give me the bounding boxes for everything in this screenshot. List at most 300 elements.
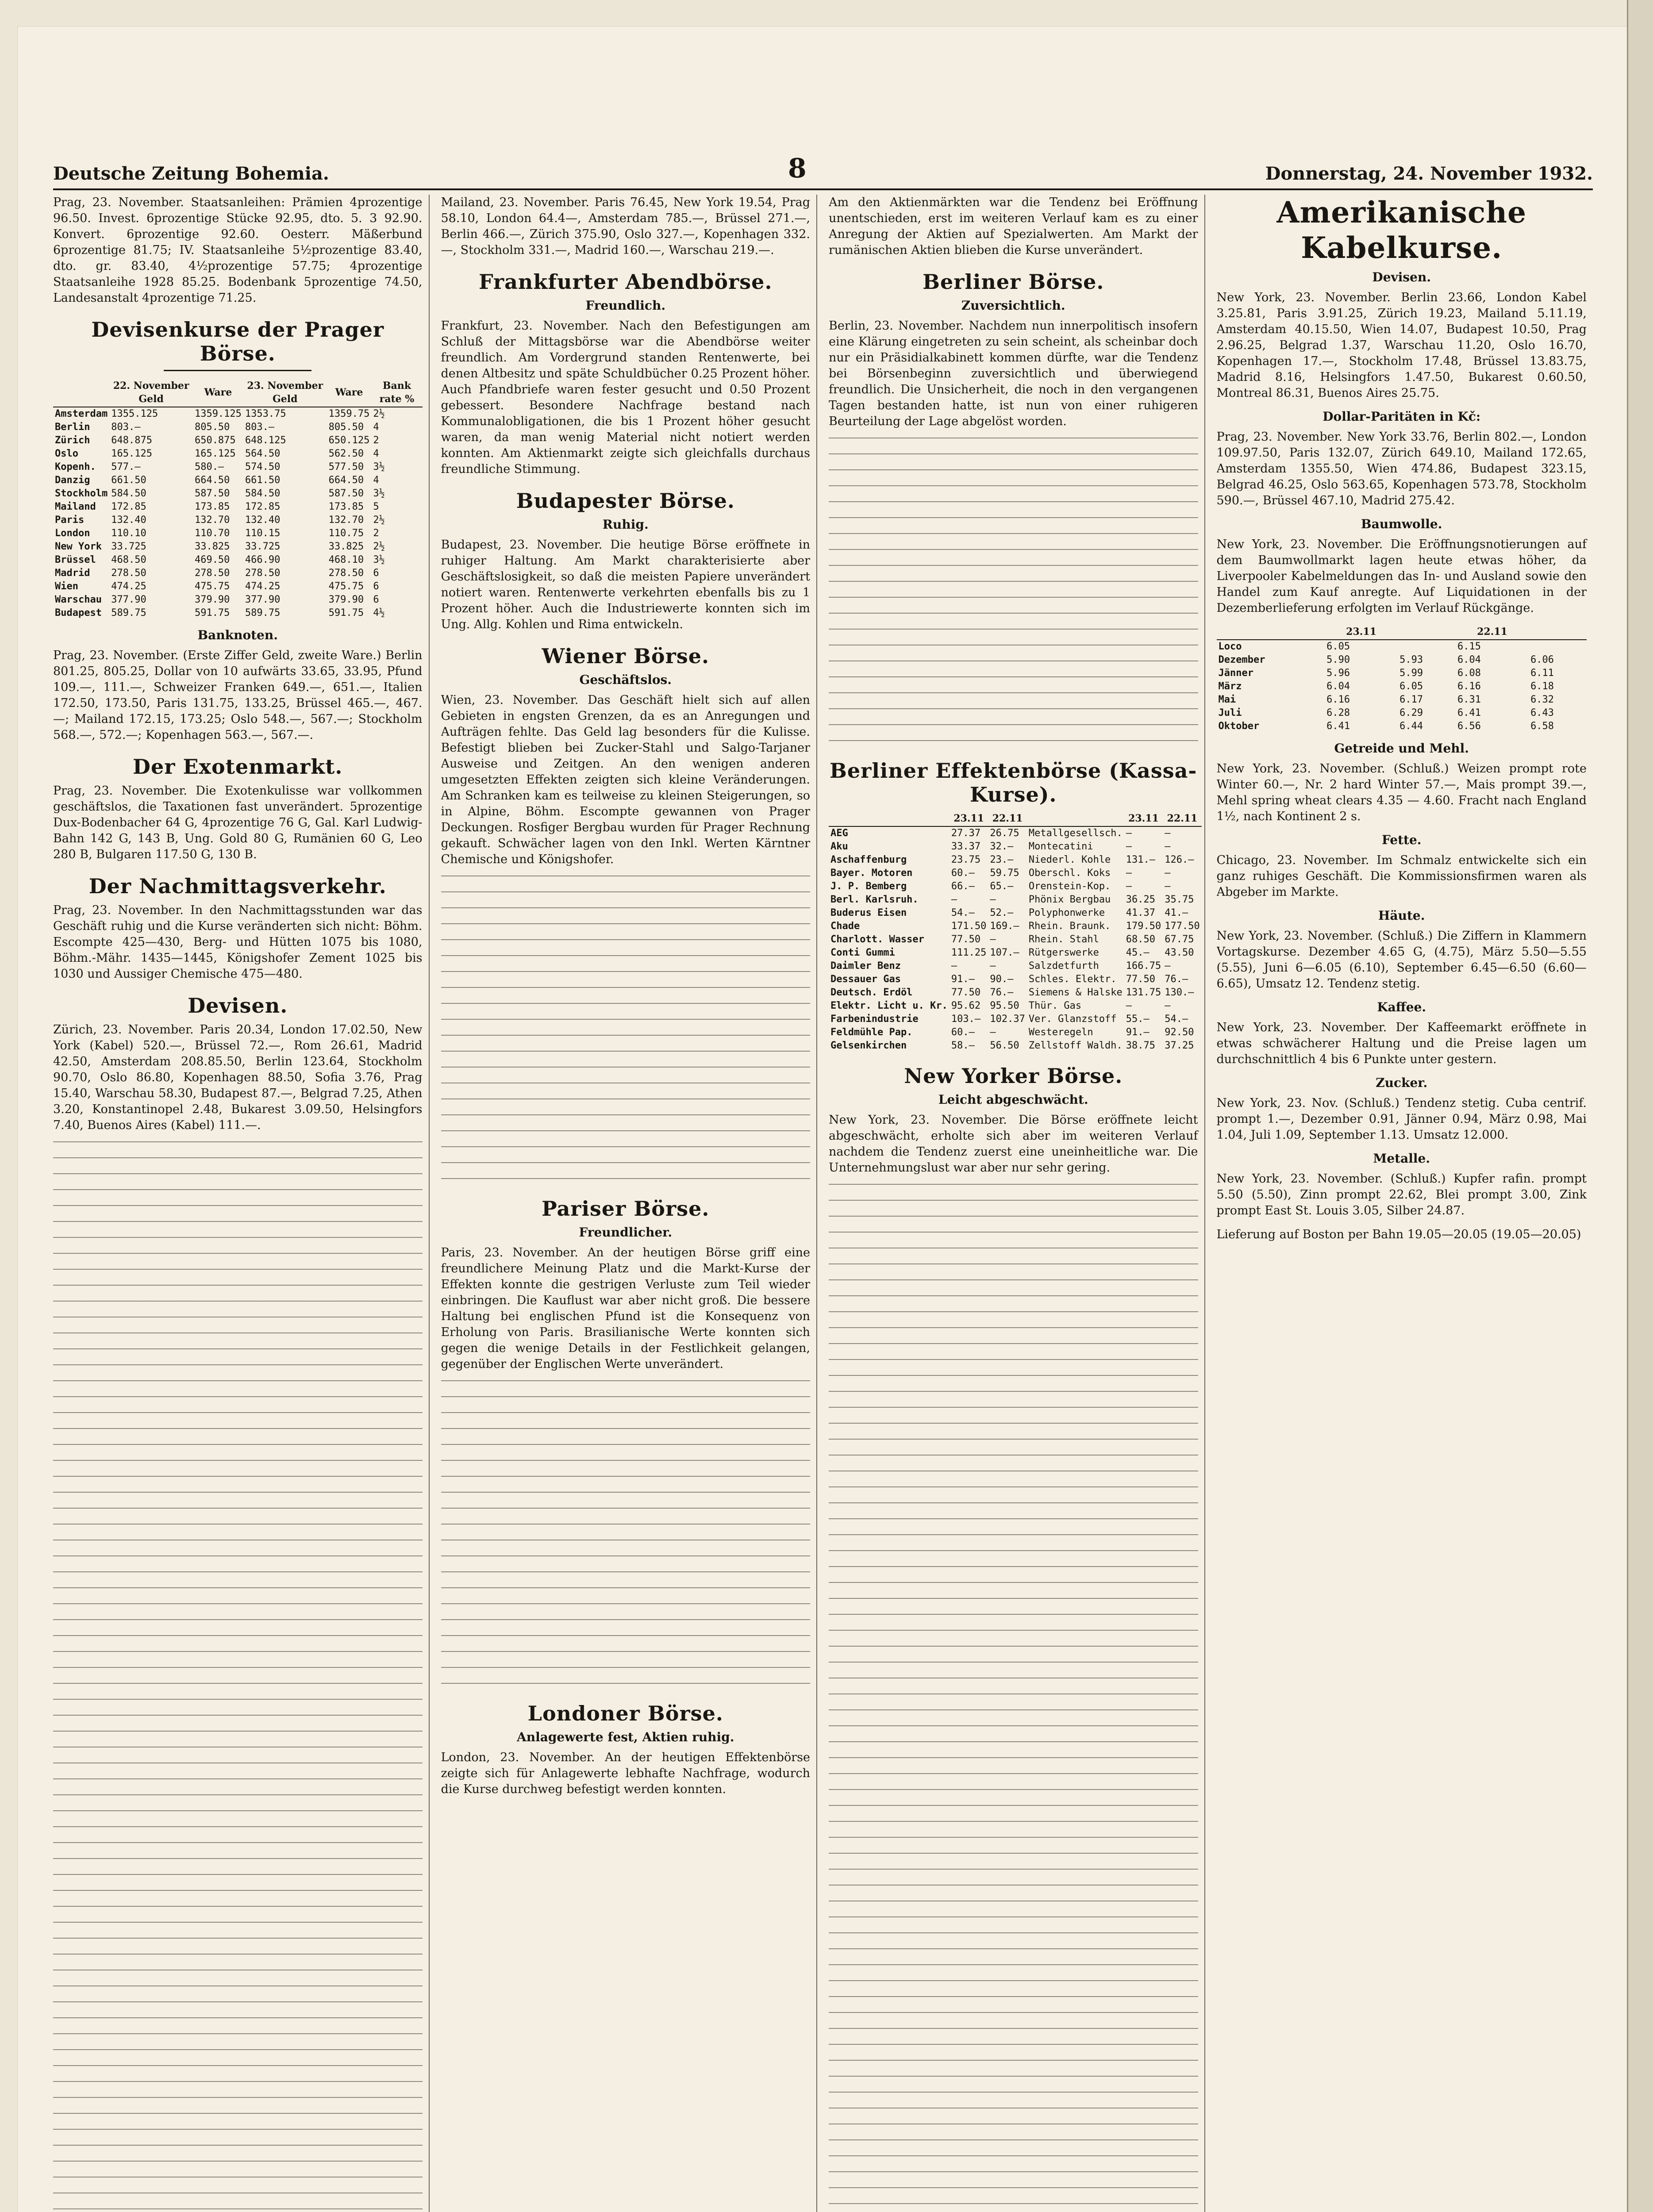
table-cell: 6	[373, 594, 379, 605]
table-label-cell: Warschau	[55, 594, 102, 605]
table-cell: 92.50	[1165, 1027, 1194, 1038]
table-cell: 468.50	[111, 554, 146, 565]
table-header-cell: 22.11	[988, 811, 1026, 826]
table-cell: 37.25	[1165, 1040, 1194, 1051]
table-cell: 90.—	[990, 974, 1014, 985]
table-cell: 33.725	[245, 541, 281, 552]
table-cell: 33.725	[111, 541, 146, 552]
table-label-cell: Stockholm	[55, 488, 108, 499]
paragraph: Prag, 23. November. In den Nachmittagsstunden war das Geschäft ruhig und die Kurse veränderten sich nicht: Böhm. Escompte 425—430, Berg- und Hütten 1075 bis 1080, Böhm.-Mähr. 1435—1445, Königshofer Zement 1025 bis 1030 und Aussiger Chemische 475—480.	[53, 903, 423, 981]
adjacent-page-edge	[1627, 0, 1653, 2212]
table-cell: 6.41	[1326, 721, 1350, 732]
section-subheading: Metalle.	[1373, 1151, 1430, 1166]
table-cell: 179.50	[1126, 921, 1161, 932]
text-lines-placeholder	[441, 876, 811, 1185]
baumwolle-row	[1217, 653, 1587, 667]
table-label-cell: Oberschl. Koks	[1028, 868, 1111, 879]
section-subheading: Dollar-Paritäten in Kč:	[1322, 409, 1481, 424]
table-cell: 584.50	[245, 488, 281, 499]
effekten-row	[829, 826, 1202, 840]
column-3	[829, 195, 1205, 2212]
table-cell: 54.—	[1165, 1014, 1188, 1025]
table-label-cell: Paris	[55, 515, 85, 526]
table-label-cell: Budapest	[55, 607, 102, 618]
table-cell: 41.37	[1126, 907, 1156, 918]
table-header-cell	[1027, 811, 1124, 826]
table-header-cell: Ware	[193, 378, 243, 407]
divider	[164, 370, 311, 371]
effekten-row	[829, 853, 1202, 867]
table-cell: 6.58	[1530, 721, 1554, 732]
table-cell: 577.50	[328, 461, 364, 472]
table-cell: 26.75	[990, 828, 1019, 839]
table-cell: 650.125	[328, 435, 370, 446]
effekten-row	[829, 960, 1202, 973]
section-heading: Frankfurter Abendbörse.	[479, 270, 773, 294]
paragraph: Zürich, 23. November. Paris 20.34, London 17.02.50, New York (Kabel) 520.—, Brüssel 72.—, Rom 26.61, Madrid 42.50, Amsterdam 208.85.50, Berlin 123.64, Stockholm 90.70, Oslo 86.80, Kopenhagen 88.50, Sofia 3.76, Prag 15.40, Warschau 58.30, Budapest 87.—, Belgrad 7.25, Athen 3.20, Konstantinopel 2.48, Bukarest 3.09.50, Helsingfors 7.40, Buenos Aires (Kabel) 111.—.	[53, 1023, 423, 1132]
table-label-cell: Dessauer Gas	[830, 974, 901, 985]
table-cell: 805.50	[328, 422, 364, 433]
table-header-cell	[1529, 624, 1587, 640]
effekten-row	[829, 986, 1202, 999]
table-cell: 66.—	[951, 881, 975, 892]
table-label-cell: Montecatini	[1028, 841, 1093, 852]
table-cell: 648.125	[245, 435, 286, 446]
table-cell: 52.—	[990, 907, 1014, 918]
table-cell: —	[990, 1027, 996, 1038]
text-lines-placeholder	[829, 1184, 1198, 2212]
section-subheading: Freundlich.	[585, 298, 666, 313]
effekten-table	[829, 811, 1202, 1052]
devisen-row	[53, 487, 423, 500]
table-header-cell	[1217, 624, 1325, 640]
table-cell: 379.90	[328, 594, 364, 605]
table-cell: 3½	[373, 488, 385, 499]
table-label-cell: Deutsch. Erdöl	[830, 987, 913, 998]
table-cell: 77.50	[951, 987, 981, 998]
paragraph: New York, 23. November. Die Eröffnungsnotierungen auf dem Baumwollmarkt lagen heute etwas höher, da Liverpooler Kabelmeldungen das In- und Ausland sowie den Handel zum Kauf anregte. Auf Liquidationen in der Dezemberlieferung erfolgten im Verlauf Rückgänge.	[1216, 538, 1587, 615]
table-cell: 6.06	[1530, 654, 1554, 665]
column-2	[441, 195, 818, 2212]
table-cell: 173.85	[328, 501, 364, 512]
table-cell: 54.—	[951, 907, 975, 918]
devisen-row	[53, 540, 423, 553]
table-cell: 577.—	[111, 461, 141, 472]
table-cell: 379.90	[194, 594, 230, 605]
section-subheading: Getreide und Mehl.	[1334, 741, 1469, 756]
table-label-cell: Gelsenkirchen	[830, 1040, 907, 1051]
paragraph: Am den Aktienmärkten war die Tendenz bei Eröffnung unentschieden, erst im weiteren Verlauf kam es zu einer Anregung der Aktien auf Spezialwerten. Am Markt der rumänischen Aktien blieben die Kurse unverändert.	[829, 196, 1198, 257]
table-cell: 76.—	[990, 987, 1014, 998]
table-label-cell: Niederl. Kohle	[1028, 854, 1111, 865]
paragraph: New York, 23. November. (Schluß.) Kupfer rafin. prompt 5.50 (5.50), Zinn prompt 22.62, Blei prompt 3.00, Zink prompt East St. Louis 3.05, Silber 24.87.	[1216, 1172, 1587, 1217]
table-label-cell: Orenstein-Kop.	[1028, 881, 1111, 892]
table-cell: 6.29	[1399, 707, 1423, 718]
table-label-cell: Thür. Gas	[1028, 1000, 1082, 1011]
table-cell: 131.75	[1126, 987, 1161, 998]
devisen-table	[53, 378, 423, 620]
section-heading: Der Nachmittagsverkehr.	[88, 874, 387, 898]
table-cell: 165.125	[194, 448, 236, 459]
effekten-row	[829, 920, 1202, 933]
devisen-row	[53, 593, 423, 607]
baumwolle-row	[1217, 720, 1587, 733]
table-label-cell: Phönix Bergbau	[1028, 894, 1111, 905]
table-cell: 5.99	[1399, 668, 1423, 679]
table-cell: 68.50	[1126, 934, 1156, 945]
table-label-cell: Polyphonwerke	[1028, 907, 1105, 918]
table-cell: 91.—	[1126, 1027, 1149, 1038]
table-cell: 166.75	[1126, 960, 1161, 972]
table-label-cell: Aku	[830, 841, 848, 852]
table-label-cell: Dezember	[1218, 654, 1265, 665]
table-cell: 23.75	[951, 854, 981, 865]
table-cell: 6.04	[1326, 681, 1350, 692]
table-cell: 131.—	[1126, 854, 1156, 865]
table-cell: 6.05	[1326, 641, 1350, 652]
table-cell: 33.825	[194, 541, 230, 552]
running-head-right: Donnerstag, 24. November 1932.	[1265, 163, 1593, 184]
table-label-cell: Salzdetfurth	[1028, 960, 1099, 972]
table-label-cell: Charlott. Wasser	[830, 934, 924, 945]
devisen-row	[53, 447, 423, 461]
table-cell: 377.90	[245, 594, 281, 605]
table-cell: 2½	[373, 541, 385, 552]
paragraph: New York, 23. November. Die Börse eröffnete leicht abgeschwächt, erholte sich aber im weiteren Verlauf nachdem die Tendenz zuerst eine uneinheitliche war. Die Unternehmungslust war aber nur sehr gering.	[829, 1113, 1198, 1175]
devisen-row	[53, 514, 423, 527]
table-cell: —	[990, 960, 996, 972]
table-cell: 6.15	[1457, 641, 1481, 652]
table-cell: 165.125	[111, 448, 152, 459]
table-cell: 6.08	[1457, 668, 1481, 679]
paragraph: Paris, 23. November. An der heutigen Börse griff eine freundlichere Meinung Platz und die Markt-Kurse der Effekten konnte die gestrigen Verluste zum Teil wieder einbringen. Die Kauflust war aber nicht groß. Die bessere Haltung bei englischen Pfund ist die Konsequenz von Erholung von Paris. Brasilianische Werte konnten sich gegen die wenige Details in der Festlichkeit gelangen, gegenüber der Englischen Werte unverändert.	[441, 1246, 810, 1371]
table-label-cell: Siemens & Halske	[1028, 987, 1123, 998]
table-cell: 4½	[373, 607, 385, 618]
table-cell: 2	[373, 435, 379, 446]
table-cell: 36.25	[1126, 894, 1156, 905]
table-cell: 6.05	[1399, 681, 1423, 692]
baumwolle-table	[1217, 624, 1587, 733]
table-label-cell: Feldmühle Pap.	[830, 1027, 913, 1038]
table-cell: 111.25	[951, 947, 987, 958]
table-cell: 27.37	[951, 828, 981, 839]
table-cell: 1359.75	[328, 408, 370, 419]
devisen-row	[53, 527, 423, 540]
table-label-cell: New York	[55, 541, 102, 552]
table-cell: 55.—	[1126, 1014, 1149, 1025]
table-cell: 56.50	[990, 1040, 1019, 1051]
devisen-row	[53, 474, 423, 487]
devisen-row	[53, 553, 423, 567]
table-cell: 110.15	[245, 528, 281, 539]
table-cell: 76.—	[1165, 974, 1188, 985]
table-cell: 661.50	[245, 475, 281, 486]
table-cell: 172.85	[111, 501, 146, 512]
effekten-row	[829, 893, 1202, 906]
section-subheading: Leicht abgeschwächt.	[938, 1092, 1088, 1107]
table-header-cell: Ware	[327, 378, 372, 407]
text-lines-placeholder	[53, 1141, 423, 2212]
paragraph: New York, 23. November. Berlin 23.66, London Kabel 3.25.81, Paris 3.91.25, Zürich 19.23, Mailand 5.11.19, Amsterdam 40.15.50, Wien 14.07, Budapest 10.50, Prag 2.96.25, Belgrad 1.37, Warschau 11.20, Oslo 16.70, Kopenhagen 17.—, Stockholm 17.48, Brüssel 13.83.75, Madrid 8.16, Helsingfors 1.47.50, Bukarest 0.60.50, Montreal 86.31, Buenos Aires 25.75.	[1216, 291, 1587, 400]
table-cell: 278.50	[111, 568, 146, 579]
table-cell: 103.—	[951, 1014, 981, 1025]
section-subheading: Ruhig.	[602, 517, 649, 532]
effekten-row	[829, 906, 1202, 920]
running-head-left: Deutsche Zeitung Bohemia.	[53, 163, 329, 184]
table-cell: 77.50	[951, 934, 981, 945]
table-header-cell	[53, 378, 109, 407]
section-heading: New Yorker Börse.	[904, 1064, 1123, 1088]
table-label-cell: Danzig	[55, 475, 90, 486]
table-cell: 45.—	[1126, 947, 1149, 958]
section-heading: Der Exotenmarkt.	[133, 755, 343, 779]
effekten-row	[829, 999, 1202, 1013]
section-subheading: Banknoten.	[197, 628, 278, 642]
table-cell: 110.70	[194, 528, 230, 539]
table-label-cell: Juli	[1218, 707, 1242, 718]
table-cell: 2½	[373, 408, 385, 419]
table-label-cell: Farbenindustrie	[830, 1014, 919, 1025]
paragraph: Prag, 23. November. Staatsanleihen: Prämien 4prozentige 96.50. Invest. 6prozentige Stücke 92.95, dto. 5. 3 92.90. Konvert. 6prozentige 92.60. Oesterr. Mäßerbund 6prozentige 81.75; IV. Staatsanleihe 5½prozentige 83.40, dto. gr. 83.40, 4½prozentige 57.75; 4prozentige Staatsanleihe 1928 85.25. Bodenbank 5prozentige 74.50, Landesanstalt 4prozentige 71.25.	[53, 196, 423, 305]
table-header-cell: 23.11	[950, 811, 988, 826]
table-cell: 664.50	[194, 475, 230, 486]
devisen-row	[53, 421, 423, 434]
table-cell: —	[1165, 828, 1171, 839]
table-cell: 35.75	[1165, 894, 1194, 905]
table-cell: 661.50	[111, 475, 146, 486]
table-cell: —	[951, 960, 957, 972]
devisen-row	[53, 607, 423, 620]
table-cell: 95.62	[951, 1000, 981, 1011]
table-cell	[1398, 640, 1456, 653]
section-heading: Devisen.	[188, 994, 288, 1018]
table-cell: 169.—	[990, 921, 1019, 932]
baumwolle-row	[1217, 640, 1587, 653]
table-cell: 1355.125	[111, 408, 158, 419]
devisen-row	[53, 407, 423, 421]
columns	[53, 195, 1593, 2212]
table-cell: 562.50	[328, 448, 364, 459]
effekten-row	[829, 880, 1202, 893]
table-cell: 468.10	[328, 554, 364, 565]
table-cell: 587.50	[194, 488, 230, 499]
table-cell: —	[1165, 868, 1171, 879]
devisen-row	[53, 500, 423, 514]
table-cell: 6.17	[1399, 694, 1423, 705]
table-label-cell: Bayer. Motoren	[830, 868, 913, 879]
paragraph: Lieferung auf Boston per Bahn 19.05—20.05 (19.05—20.05)	[1216, 1228, 1581, 1241]
section-heading: Budapester Börse.	[516, 489, 735, 513]
table-cell: 3½	[373, 554, 385, 565]
table-cell: 173.85	[194, 501, 230, 512]
table-cell: 5.96	[1326, 668, 1350, 679]
paragraph: Prag, 23. November. Die Exotenkulisse war vollkommen geschäftslos, die Taxationen fast unverändert. 5prozentige Dux-Bodenbacher 64 G, 4prozentige 76 G, Gal. Karl Ludwig-Bahn 142 G, 143 B, Ung. Gold 80 G, Rumänien 60 G, Leo 280 B, Bulgaren 117.50 G, 130 B.	[53, 784, 423, 861]
table-label-cell: Daimler Benz	[830, 960, 901, 972]
table-header-cell	[829, 811, 950, 826]
table-cell: 6.56	[1457, 721, 1481, 732]
table-cell: 91.—	[951, 974, 975, 985]
table-cell: 466.90	[245, 554, 281, 565]
table-cell: 60.—	[951, 868, 975, 879]
table-cell: 41.—	[1165, 907, 1188, 918]
table-cell: 6.31	[1457, 694, 1481, 705]
table-header-cell: 23. November Geld	[243, 378, 327, 407]
table-cell: 475.75	[194, 581, 230, 592]
table-label-cell: AEG	[830, 828, 848, 839]
section-heading: Berliner Börse.	[923, 270, 1104, 294]
table-label-cell: Westeregeln	[1028, 1027, 1093, 1038]
table-cell: 102.37	[990, 1014, 1025, 1025]
newspaper-page	[18, 27, 1628, 2212]
table-cell: 33.825	[328, 541, 364, 552]
table-cell: 6.11	[1530, 668, 1554, 679]
effekten-row	[829, 1026, 1202, 1039]
table-cell: —	[990, 894, 996, 905]
paragraph: New York, 23. Nov. (Schluß.) Tendenz stetig. Cuba centrif. prompt 1.—, Dezember 0.91, Jänner 0.94, März 0.98, Mai 1.04, Juli 1.09, September 1.13. Umsatz 12.000.	[1216, 1096, 1587, 1142]
section-subheading: Geschäftslos.	[579, 672, 672, 687]
table-cell: 2	[373, 528, 379, 539]
section-heading: Berliner Effektenbörse (Kassa-Kurse).	[829, 759, 1197, 806]
table-cell: 110.75	[328, 528, 364, 539]
effekten-row	[829, 973, 1202, 986]
text-lines-placeholder	[441, 1380, 811, 1690]
table-cell: 377.90	[111, 594, 146, 605]
table-label-cell: Schles. Elektr.	[1028, 974, 1117, 985]
table-label-cell: Conti Gummi	[830, 947, 895, 958]
effekten-row	[829, 1039, 1202, 1052]
table-header-cell: 23.11	[1325, 624, 1398, 640]
table-cell: 171.50	[951, 921, 987, 932]
paragraph: London, 23. November. An der heutigen Effektenbörse zeigte sich für Anlagewerte lebhafte Nachfrage, wodurch die Kurse durchweg befestigt werden konnten.	[441, 1751, 810, 1796]
table-cell: —	[1126, 841, 1132, 852]
table-cell: 805.50	[194, 422, 230, 433]
table-cell: 6.18	[1530, 681, 1554, 692]
table-label-cell: Wien	[55, 581, 78, 592]
devisen-row	[53, 461, 423, 474]
paragraph: Chicago, 23. November. Im Schmalz entwickelte sich ein ganz ruhiges Geschäft. Die Kommissionsfirmen waren als Abgeber im Markte.	[1216, 853, 1587, 899]
section-subheading: Zucker.	[1376, 1075, 1428, 1090]
section-heading: Amerikanische Kabelkurse.	[1276, 195, 1527, 265]
paragraph: New York, 23. November. (Schluß.) Die Ziffern in Klammern Vortagskurse. Dezember 4.65 G, (4.75), März 5.50—5.55 (5.55), Juni 6—6.05 (6.10), September 6.45—6.50 (6.60—6.65), Umsatz 12. Tendenz stetig.	[1216, 929, 1587, 991]
table-cell: 469.50	[194, 554, 230, 565]
table-label-cell: Chade	[830, 921, 860, 932]
table-cell: 580.—	[194, 461, 224, 472]
paragraph: Wien, 23. November. Das Geschäft hielt sich auf allen Gebieten in engsten Grenzen, da es an Anregungen und Aufträgen fehlte. Das Geld lag besonders für die Kulisse. Befestigt blieben bei Zucker-Stahl und Salgo-Tarjaner Ausweise und Zeitgen. An den wenigen anderen umgesetzten Effekten zeigten sich kleine Veränderungen. Am Schranken kam es teilweise zu kleinen Steigerungen, so in Alpine, Böhm. Escompte gewannen von Prager Deckungen. Rosfiger Bergbau wurden für Prager Rechnung gekauft. Schwächer lagen von den Inkl. Werten Kärntner Chemische und Königshofer.	[441, 693, 810, 866]
table-label-cell: Elektr. Licht u. Kr.	[830, 1000, 948, 1011]
baumwolle-row	[1217, 680, 1587, 693]
table-header-cell: 22. November Geld	[109, 378, 193, 407]
table-cell: 59.75	[990, 868, 1019, 879]
table-cell: 5	[373, 501, 379, 512]
table-label-cell: Zellstoff Waldh.	[1028, 1040, 1123, 1051]
table-label-cell: Brüssel	[55, 554, 96, 565]
table-cell: 474.25	[111, 581, 146, 592]
table-cell: 591.75	[328, 607, 364, 618]
table-cell: 278.50	[194, 568, 230, 579]
table-cell: 95.50	[990, 1000, 1019, 1011]
table-header-cell: 22.11	[1456, 624, 1529, 640]
table-cell: 107.—	[990, 947, 1019, 958]
table-cell: 3½	[373, 461, 385, 472]
table-cell: —	[1165, 841, 1171, 852]
table-cell: —	[1165, 960, 1171, 972]
table-cell: —	[990, 934, 996, 945]
table-cell: 67.75	[1165, 934, 1194, 945]
effekten-row	[829, 840, 1202, 853]
table-cell: 65.—	[990, 881, 1014, 892]
table-cell: 589.75	[245, 607, 281, 618]
table-cell: 32.—	[990, 841, 1014, 852]
baumwolle-row	[1217, 693, 1587, 707]
table-label-cell: Madrid	[55, 568, 90, 579]
table-cell: 6.41	[1457, 707, 1481, 718]
table-cell: 278.50	[328, 568, 364, 579]
table-cell: 6.16	[1326, 694, 1350, 705]
table-cell: 60.—	[951, 1027, 975, 1038]
section-heading: Devisenkurse der Prager Börse.	[91, 318, 384, 365]
table-cell: 1353.75	[245, 408, 286, 419]
table-label-cell: London	[55, 528, 90, 539]
table-label-cell: Metallgesellsch.	[1028, 828, 1123, 839]
table-cell: —	[1126, 868, 1132, 879]
table-cell: 803.—	[111, 422, 141, 433]
table-label-cell: Zürich	[55, 435, 90, 446]
table-cell: 5.90	[1326, 654, 1350, 665]
table-cell: 6	[373, 568, 379, 579]
table-label-cell: Buderus Eisen	[830, 907, 907, 918]
table-cell: 474.25	[245, 581, 281, 592]
table-label-cell: Ver. Glanzstoff	[1028, 1014, 1117, 1025]
table-label-cell: Aschaffenburg	[830, 854, 907, 865]
table-header-cell: 23.11	[1124, 811, 1163, 826]
effekten-row	[829, 946, 1202, 960]
table-label-cell: Mailand	[55, 501, 96, 512]
table-cell: 584.50	[111, 488, 146, 499]
section-subheading: Freundlicher.	[579, 1225, 673, 1240]
table-cell: 130.—	[1165, 987, 1194, 998]
table-label-cell: Oktober	[1218, 721, 1260, 732]
table-header-cell	[1398, 624, 1456, 640]
table-cell: 803.—	[245, 422, 275, 433]
table-cell: 43.50	[1165, 947, 1194, 958]
table-label-cell: Berlin	[55, 422, 90, 433]
table-cell: 589.75	[111, 607, 146, 618]
table-label-cell: Loco	[1218, 641, 1242, 652]
table-cell: 6.28	[1326, 707, 1350, 718]
paragraph: Frankfurt, 23. November. Nach den Befestigungen am Schluß der Mittagsbörse war die Abendbörse weiter freundlich. Am Vordergrund standen Rentenwerte, bei denen Altbesitz und späte Schuldbücher 0.25 Prozent höher. Auch Pfandbriefe waren fester gesucht und 0.50 Prozent gebessert. Besondere Nachfrage bestand nach Kommunalobligationen, die bis 1 Prozent höher gesucht waren, da man wenig Material nicht notiert werden konnten. Am Aktienmarkt zeigte sich gleichfalls durchaus freundliche Stimmung.	[441, 319, 810, 476]
table-label-cell: Kopenh.	[55, 461, 96, 472]
section-subheading: Anlagewerte fest, Aktien ruhig.	[516, 1730, 734, 1744]
table-cell: 1359.125	[194, 408, 242, 419]
table-cell: 475.75	[328, 581, 364, 592]
table-label-cell: Rütgerswerke	[1028, 947, 1099, 958]
table-cell: —	[1165, 881, 1171, 892]
column-1	[53, 195, 430, 2212]
table-cell: 4	[373, 475, 379, 486]
table-header-cell: Bank rate %	[371, 378, 422, 407]
devisen-row	[53, 567, 423, 580]
section-subheading: Baumwolle.	[1361, 517, 1442, 531]
baumwolle-row	[1217, 667, 1587, 680]
page-number: 8	[788, 153, 807, 184]
table-label-cell: Rhein. Stahl	[1028, 934, 1099, 945]
table-header-cell: 22.11	[1163, 811, 1201, 826]
table-cell: 132.70	[194, 515, 230, 526]
table-cell: 6.44	[1399, 721, 1423, 732]
paragraph: Budapest, 23. November. Die heutige Börse eröffnete in ruhiger Haltung. Am Markt charakterisierte aber Geschäftslosigkeit, so daß die meisten Papiere unverändert notiert waren. Rentenwerte verkehrten ebenfalls bis zu 1 Prozent höher. Auch die Industriewerte konnten sich im Ung. Allg. Kohlen und Rima entwickeln.	[441, 538, 810, 631]
effekten-row	[829, 867, 1202, 880]
table-cell: 77.50	[1126, 974, 1156, 985]
